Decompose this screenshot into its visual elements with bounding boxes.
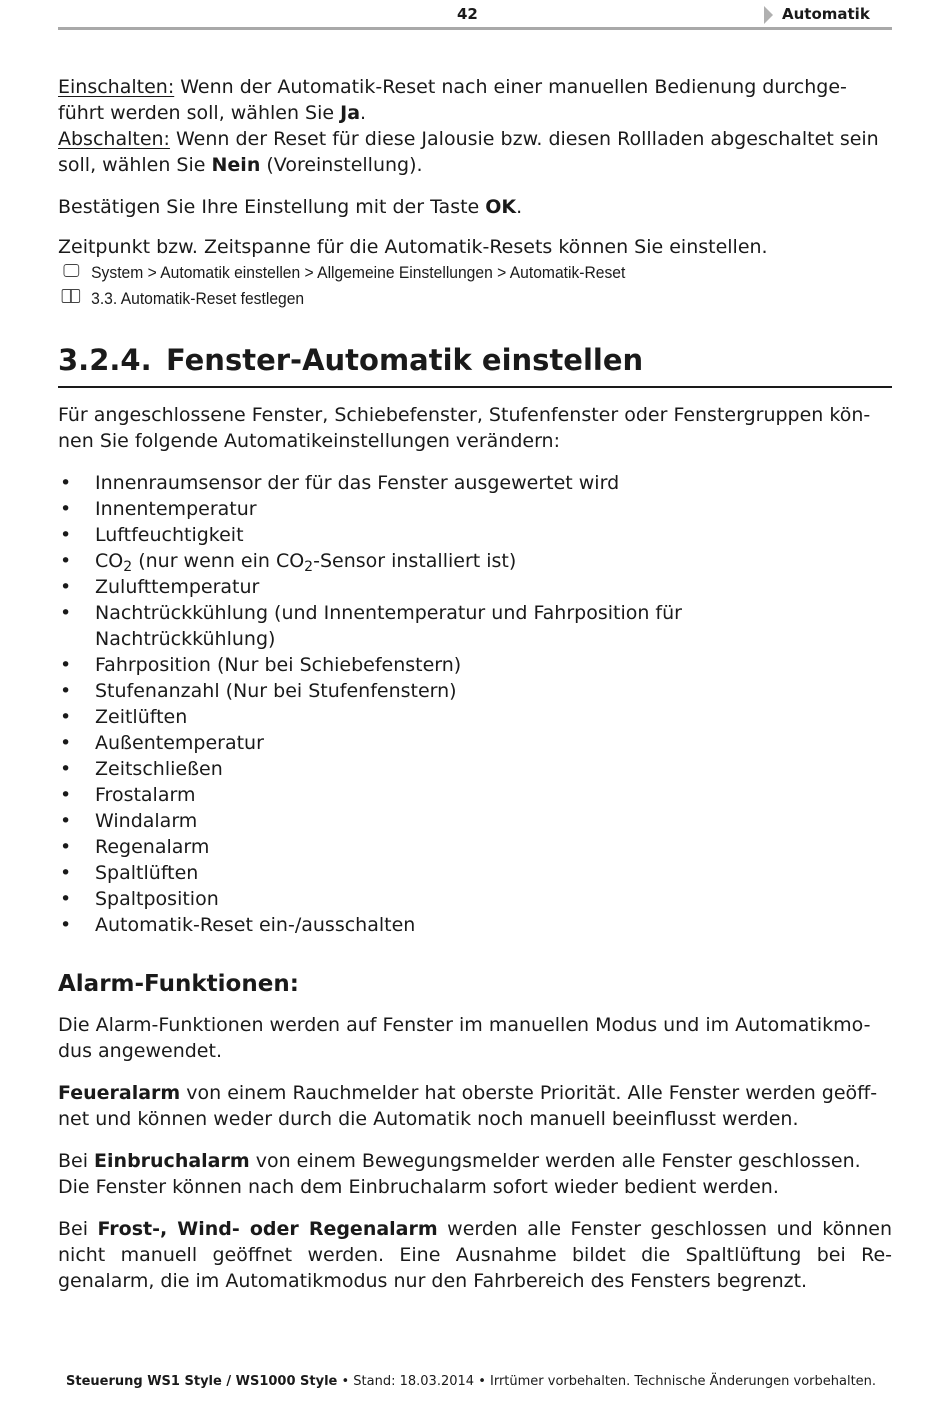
confirm-text: Bestätigen Sie Ihre Einstellung mit der Taste — [58, 196, 486, 218]
list-item-text: Spaltposition — [95, 888, 219, 910]
settings-list — [58, 470, 892, 938]
co-text: CO — [95, 550, 124, 572]
list-item-text: Frostalarm — [95, 784, 196, 806]
list-item — [58, 574, 892, 600]
menu-path-line — [58, 260, 825, 286]
einbruchalarm-text: von einem Bewegungsmelder werden alle Fenster geschlossen. Die Fenster können nach dem Einbruchalarm sofort wieder bedient werden. — [58, 1150, 861, 1198]
section-number: 3.2.4. — [58, 343, 152, 377]
footer-note: Irrtümer vorbehalten. Technische Änderungen vorbehalten. — [490, 1374, 877, 1389]
list-item — [58, 834, 892, 860]
einbruch-prefix: Bei — [58, 1150, 95, 1172]
bullet: • — [60, 706, 72, 728]
abschalten-end: (Voreinstellung). — [260, 154, 423, 176]
alarm-heading: Alarm-Funktionen: — [58, 971, 299, 997]
list-item — [58, 548, 892, 574]
subscript: 2 — [304, 559, 314, 575]
abschalten-paragraph — [58, 126, 892, 178]
section-title: Fenster-Automatik einstellen — [166, 343, 644, 377]
list-item — [58, 600, 892, 652]
bullet: • — [60, 810, 72, 832]
list-item — [58, 912, 892, 938]
bullet: • — [60, 862, 72, 884]
list-item-text: Spaltlüften — [95, 862, 199, 884]
list-item-text: Zulufttemperatur — [95, 576, 260, 598]
list-item-text: Innentemperatur — [95, 498, 257, 520]
bullet: • — [60, 888, 72, 910]
list-item-text: Windalarm — [95, 810, 198, 832]
abschalten-text: Wenn der Reset für diese Jalousie bzw. diesen Rollladen abgeschaltet sein soll, wählen Sie — [58, 128, 879, 176]
abschalten-label: Abschalten: — [58, 128, 170, 150]
list-item — [58, 522, 892, 548]
einschalten-end: . — [360, 102, 367, 124]
value-ja: Ja — [340, 102, 361, 124]
list-item — [58, 756, 892, 782]
list-item — [58, 782, 892, 808]
bullet: • — [60, 836, 72, 858]
einbruchalarm-paragraph — [58, 1148, 892, 1200]
confirm-paragraph — [58, 194, 892, 220]
einschalten-label: Einschalten: — [58, 76, 175, 98]
list-item-text: Automatik-Reset ein-/ausschalten — [95, 914, 416, 936]
book-ref: 3.3. Automatik-Reset festlegen — [91, 289, 305, 308]
section-tab-label: Automatik — [782, 5, 870, 23]
list-item-text: Luftfeuchtigkeit — [95, 524, 244, 546]
list-item-text: Zeitlüften — [95, 706, 188, 728]
menu-path: System > Automatik einstellen > Allgemeine Einstellungen > Automatik-Reset — [91, 263, 626, 282]
einschalten-text: Wenn der Automatik-Reset nach einer manuellen Bedienung durchge-führt werden soll, wählen Sie — [58, 76, 847, 124]
einschalten-paragraph — [58, 74, 892, 126]
zeitpunkt-paragraph: Zeitpunkt bzw. Zeitspanne für die Automatik-Resets können Sie einstellen. — [58, 236, 768, 258]
section-tab-arrow-icon — [764, 6, 773, 24]
ok-key: OK — [485, 196, 517, 218]
feueralarm-text: von einem Rauchmelder hat oberste Priorität. Alle Fenster werden geöff-net und können weder durch die Automatik noch manuell beeinflusst werden. — [58, 1082, 878, 1130]
bullet: • — [60, 654, 72, 676]
list-item-text: Stufenanzahl (Nur bei Stufenfenstern) — [95, 680, 457, 702]
list-item — [58, 730, 892, 756]
list-item — [58, 886, 892, 912]
feueralarm-term: Feueralarm — [58, 1082, 181, 1104]
bullet: • — [60, 498, 72, 520]
value-nein: Nein — [211, 154, 261, 176]
wetteralarm-text: werden alle Fenster geschlossen und können nicht manuell geöffnet werden. Eine Ausnahme bildet die Spaltlüftung bei Re-genalarm, die im Automatikmodus nur den Fahrbereich des Fensters begrenzt. — [58, 1218, 893, 1292]
bullet: • — [60, 550, 72, 572]
co-mid: (nur wenn ein CO — [132, 550, 305, 572]
list-item — [58, 470, 892, 496]
co-end: -Sensor installiert ist) — [313, 550, 517, 572]
section-intro: Für angeschlossene Fenster, Schiebefenster, Stufenfenster oder Fenstergruppen kön-nen Sie folgende Automatikeinstellungen verändern: — [58, 404, 871, 452]
wetteralarm-paragraph — [58, 1216, 892, 1294]
list-item — [58, 496, 892, 522]
bullet: • — [60, 602, 72, 624]
list-item-text: Zeitschließen — [95, 758, 223, 780]
alarm-intro: Die Alarm-Funktionen werden auf Fenster im manuellen Modus und im Automatikmo-dus angewendet. — [58, 1014, 871, 1062]
page-footer — [66, 1374, 876, 1389]
book-icon — [58, 286, 84, 312]
menu-box-icon — [58, 260, 84, 286]
page-number: 42 — [457, 5, 478, 23]
feueralarm-paragraph — [58, 1080, 892, 1132]
list-item-text: Fahrposition (Nur bei Schiebefenstern) — [95, 654, 462, 676]
bullet: • — [60, 524, 72, 546]
list-item — [58, 704, 892, 730]
bullet: • — [60, 576, 72, 598]
footer-separator: • — [337, 1374, 354, 1389]
bullet: • — [60, 758, 72, 780]
list-item-text: Außentemperatur — [95, 732, 264, 754]
list-item-text: Nachtrückkühlung (und Innentemperatur und Fahrposition für Nachtrückkühlung) — [95, 602, 682, 650]
page-header — [58, 0, 892, 30]
bullet: • — [60, 914, 72, 936]
wetter-prefix: Bei — [58, 1218, 98, 1240]
list-item — [58, 652, 892, 678]
wetteralarm-term: Frost-, Wind- oder Regenalarm — [97, 1218, 438, 1240]
bullet: • — [60, 784, 72, 806]
page-content — [58, 74, 892, 1294]
footer-product: Steuerung WS1 Style / WS1000 Style — [66, 1374, 338, 1389]
footer-date: Stand: 18.03.2014 — [353, 1374, 475, 1389]
list-item — [58, 808, 892, 834]
list-item-text: Regenalarm — [95, 836, 210, 858]
subscript: 2 — [123, 559, 133, 575]
list-item — [58, 860, 892, 886]
footer-separator: • — [474, 1374, 490, 1389]
book-ref-line — [58, 286, 825, 312]
bullet: • — [60, 732, 72, 754]
list-item-text: Innenraumsensor der für das Fenster ausgewertet wird — [95, 472, 620, 494]
bullet: • — [60, 472, 72, 494]
confirm-end: . — [516, 196, 523, 218]
einbruchalarm-term: Einbruchalarm — [94, 1150, 250, 1172]
bullet: • — [60, 680, 72, 702]
list-item — [58, 678, 892, 704]
section-heading — [58, 340, 892, 388]
